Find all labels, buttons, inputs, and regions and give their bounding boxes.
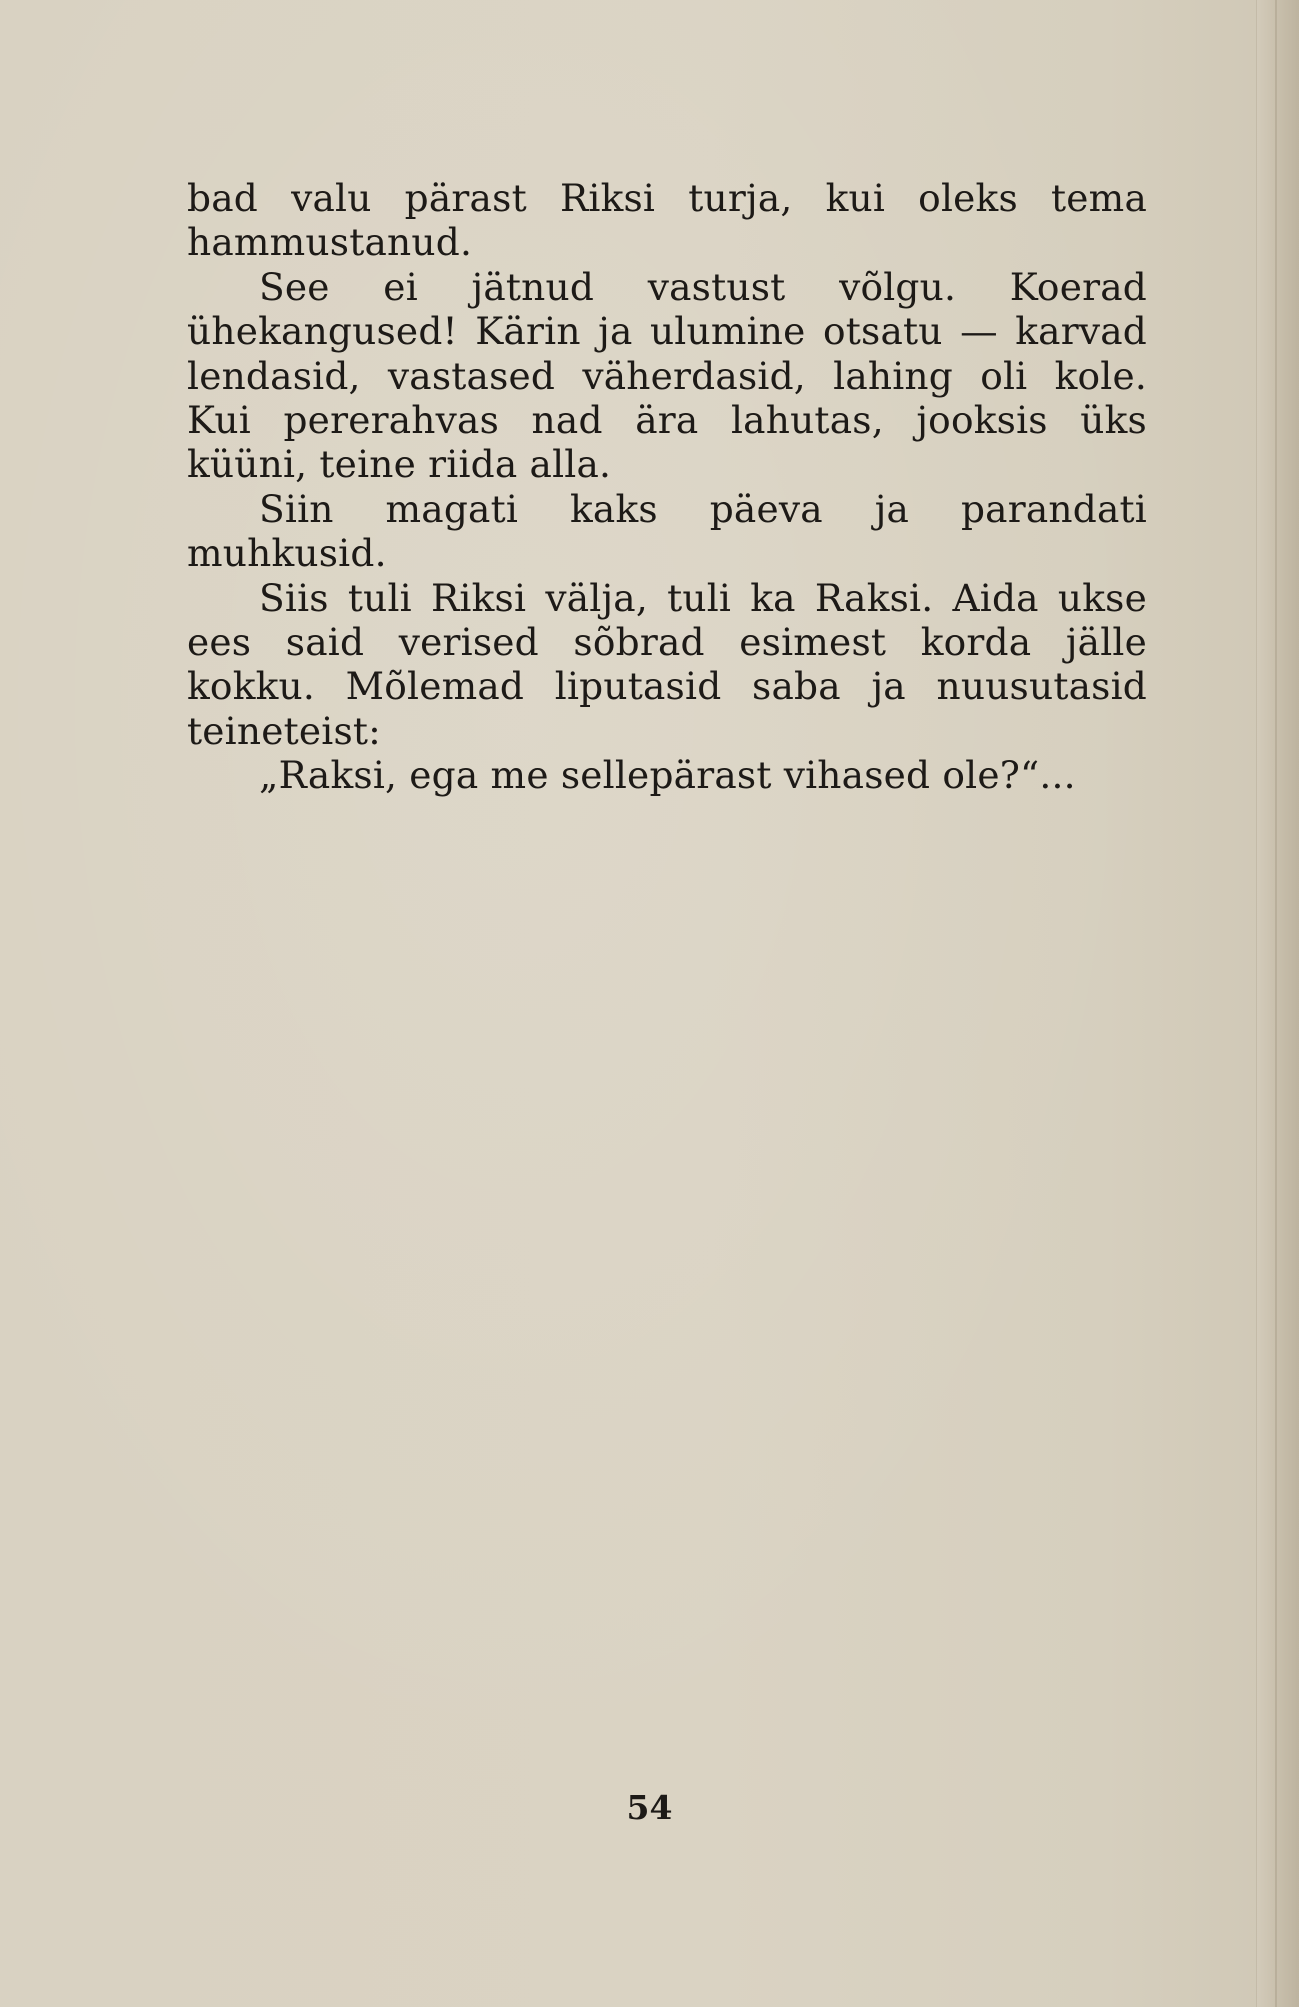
body-text xyxy=(187,176,1147,798)
page-edge xyxy=(1256,0,1299,2007)
page-number: 54 xyxy=(626,1788,673,1827)
paragraph: bad valu pärast Riksi turja, kui oleks tema hammustanud. xyxy=(187,176,1147,265)
paragraph: „Raksi, ega me sellepärast vihased ole?“... xyxy=(259,753,1076,798)
page-fold-line xyxy=(1275,0,1277,2007)
paragraph: Siis tuli Riksi välja, tuli ka Raksi. Aida ukse ees said verised sõbrad esimest korda jälle kokku. Mõlemad liputasid saba ja nuusutasid teineteist: xyxy=(187,575,1147,753)
paragraph: Siin magati kaks päeva ja parandati muhkusid. xyxy=(187,486,1147,576)
paragraph: See ei jätnud vastust võlgu. Koerad ühekangused! Kärin ja ulumine otsatu — karvad lendasid, vastased väherdasid, lahing oli kole. Kui pererahvas nad ära lahutas, jooksis üks küüni, teine riida alla. xyxy=(187,264,1147,487)
